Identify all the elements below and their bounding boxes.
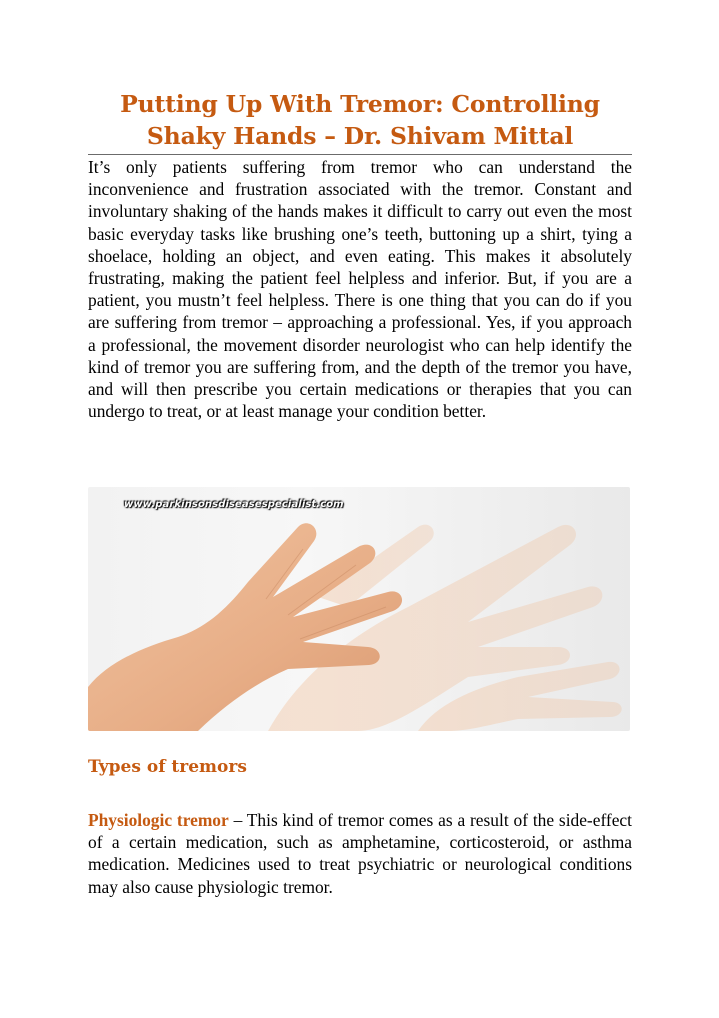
physiologic-tremor-paragraph bbox=[88, 809, 632, 898]
hand-illustration bbox=[88, 487, 630, 731]
title-line-1: Putting Up With Tremor: Controlling bbox=[120, 90, 600, 118]
title-divider bbox=[88, 154, 632, 155]
physiologic-tremor-term: Physiologic tremor bbox=[88, 810, 229, 830]
physiologic-tremor-description: – This kind of tremor comes as a result of the side-effect of a certain medication, such as amphetamine, corticosteroid, or asthma medication. Medicines used to treat psychiatric or neurological conditions may also cause physiologic tremor. bbox=[88, 810, 632, 897]
intro-paragraph: It’s only patients suffering from tremor who can understand the inconvenience and frustration associated with the tremor. Constant and involuntary shaking of the hands makes it difficult to carry out even the most basic everyday tasks like brushing one’s teeth, buttoning up a shirt, tying a shoelace, holding an object, and even eating. This makes it absolutely frustrating, making the patient feel helpless and inferior. But, if you are a patient, you mustn’t feel helpless. There is one thing that you can do if you are suffering from tremor – approaching a professional. Yes, if you approach a professional, the movement disorder neurologist who can help identify the kind of tremor you are suffering from, and the depth of the tremor you have, and will then prescribe you certain medications or therapies that you can undergo to treat, or at least manage your condition better. bbox=[88, 157, 632, 422]
image-watermark: www.parkinsonsdiseasespecialist.com bbox=[124, 499, 344, 510]
article-header-and-intro bbox=[88, 88, 632, 422]
shaking-hand-photo bbox=[88, 487, 630, 731]
page-title bbox=[88, 88, 632, 152]
title-line-2: Shaky Hands – Dr. Shivam Mittal bbox=[146, 122, 574, 150]
section-heading-types-of-tremors: Types of tremors bbox=[88, 757, 247, 777]
